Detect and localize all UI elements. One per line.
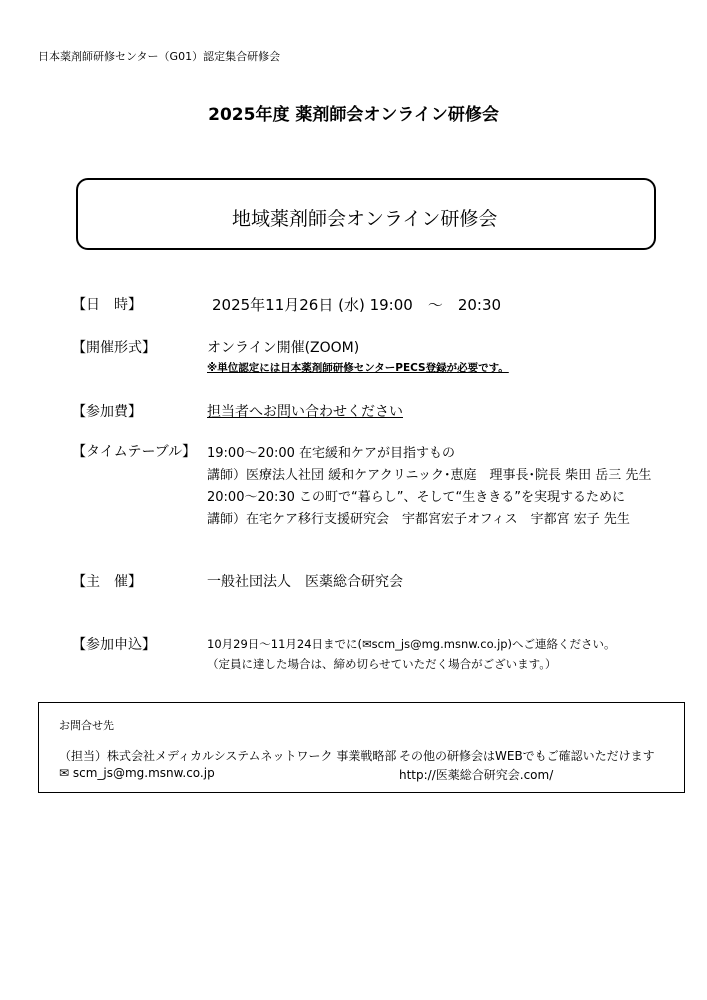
- fee-value: 担当者へお問い合わせください: [207, 404, 403, 420]
- application-line2: （定員に達した場合は、締め切らせていただく場合がございます。）: [207, 657, 557, 671]
- format-value: オンライン開催(ZOOM): [207, 340, 360, 356]
- timetable-line: 講師）在宅ケア移行支援研究会 宇都宮宏子オフィス 宇都宮 宏子 先生: [207, 512, 630, 527]
- contact-url: http://医薬総合研究会.com/: [399, 768, 554, 782]
- timetable-label: 【タイムテーブル】: [72, 444, 197, 460]
- datetime-value: 2025年11月26日 (水) 19:00 ～ 20:30: [212, 296, 502, 314]
- format-note: ※単位認定には日本薬剤師研修センターPECS登録が必要です。: [207, 362, 509, 374]
- format-label: 【開催形式】: [72, 340, 156, 356]
- box-title: 地域薬剤師会オンライン研修会: [232, 208, 498, 230]
- organizer-value: 一般社団法人 医薬総合研究会: [207, 574, 403, 590]
- datetime-label: 【日 時】: [72, 297, 142, 313]
- timetable-line: 20:00～20:30 この町で“暮らし”、そして“生ききる”を実現するために: [207, 490, 625, 505]
- title-box: [76, 178, 656, 250]
- contact-box: [38, 702, 685, 793]
- timetable-line: 19:00～20:00 在宅緩和ケアが目指すもの: [207, 446, 456, 461]
- contact-department: （担当）株式会社メディカルシステムネットワーク 事業戦略部: [59, 749, 397, 763]
- application-line1: 10月29日～11月24日までに(✉scm_js@mg.msnw.co.jp)へご連絡ください。: [207, 637, 616, 651]
- organizer-label: 【主 催】: [72, 574, 142, 590]
- fee-label: 【参加費】: [72, 404, 142, 420]
- timetable-line: 講師）医療法人社団 緩和ケアクリニック･恵庭 理事長･院長 柴田 岳三 先生: [207, 468, 652, 483]
- page-title: 2025年度 薬剤師会オンライン研修会: [208, 105, 499, 125]
- contact-heading: お問合せ先: [59, 719, 114, 732]
- application-label: 【参加申込】: [72, 637, 156, 653]
- contact-email: ✉ scm_js@mg.msnw.co.jp: [59, 766, 215, 780]
- contact-web-note: その他の研修会はWEBでもご確認いただけます: [399, 749, 655, 763]
- header-note: 日本薬剤師研修センター（G01）認定集合研修会: [38, 50, 281, 63]
